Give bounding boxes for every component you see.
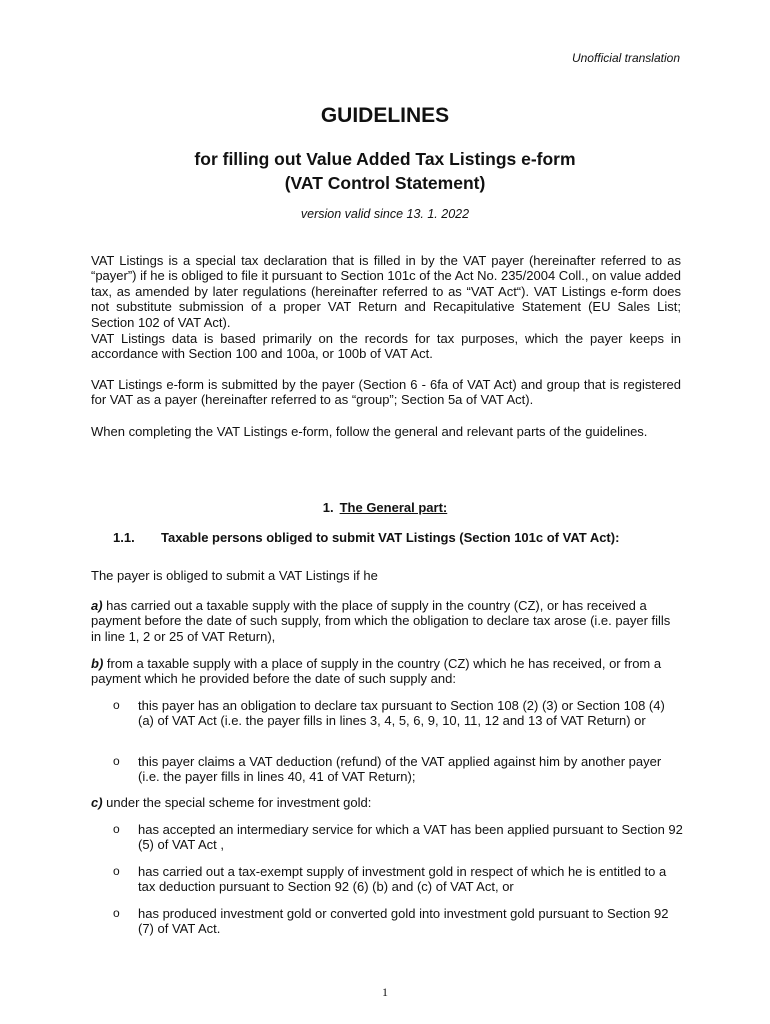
- condition-a-label: a): [91, 598, 103, 613]
- intro-paragraph-4: When completing the VAT Listings e-form, follow the general and relevant parts of the guidelines.: [91, 424, 648, 439]
- condition-c-text: under the special scheme for investment gold:: [102, 795, 372, 810]
- document-subtitle: [0, 147, 770, 195]
- intro-paragraph-3: VAT Listings e-form is submitted by the payer (Section 6 - 6fa of VAT Act) and group that is registered for VAT as a payer (hereinafter referred to as “group”; Section 5a of VAT Act).: [91, 377, 681, 408]
- condition-b: [91, 656, 681, 687]
- body-lead: The payer is obliged to submit a VAT Listings if he: [91, 568, 378, 583]
- subsection-heading-taxable-persons: [113, 530, 619, 545]
- version-note: version valid since 13. 1. 2022: [300, 207, 470, 221]
- list-item-text: has produced investment gold or converted gold into investment gold pursuant to Section 92 (7) of VAT Act.: [138, 906, 669, 937]
- page-number: 1: [382, 985, 388, 999]
- list-item-text: has accepted an intermediary service for which a VAT has been applied pursuant to Section 92 (5) of VAT Act ,: [138, 822, 683, 853]
- condition-b-label: b): [91, 656, 104, 671]
- condition-a: [91, 598, 681, 644]
- list-item-text: this payer has an obligation to declare tax pursuant to Section 108 (2) (3) or Section 108 (4) (a) of VAT Act (i.e. the payer fills in lines 3, 4, 5, 6, 9, 10, 11, 12 and 13 of VAT Return) or: [138, 698, 665, 729]
- unofficial-translation-note: Unofficial translation: [571, 51, 680, 65]
- intro-paragraph-2: VAT Listings data is based primarily on the records for tax purposes, which the payer keeps in accordance with Section 100 and 100a, or 100b of VAT Act.: [91, 331, 681, 362]
- section-label: The General part:: [339, 500, 448, 515]
- subtitle-line-2: (VAT Control Statement): [284, 173, 486, 193]
- bullet-icon: o: [113, 864, 120, 878]
- bullet-icon: o: [113, 754, 120, 768]
- section-heading-general: [0, 500, 770, 515]
- document-title: GUIDELINES: [320, 104, 450, 127]
- condition-c-label: c): [91, 795, 103, 810]
- subtitle-line-1: for filling out Value Added Tax Listings e-form: [194, 149, 576, 169]
- list-item-text: has carried out a tax-exempt supply of investment gold in respect of which he is entitled to a tax deduction pursuant to Section 92 (6) (b) and (c) of VAT Act, or: [138, 864, 667, 895]
- bullet-icon: o: [113, 822, 120, 836]
- condition-b-text: from a taxable supply with a place of supply in the country (CZ) which he has received, or from a payment which he provided before the date of such supply and:: [91, 656, 662, 687]
- list-item-text: this payer claims a VAT deduction (refund) of the VAT applied against him by another payer (i.e. the payer fills in lines 40, 41 of VAT Return);: [138, 754, 662, 785]
- condition-a-text: has carried out a taxable supply with the place of supply in the country (CZ), or has received a payment before the date of such supply, from which the obligation to declare tax arose (i.e. payer fills in line 1, 2 or 25 of VAT Return),: [91, 598, 671, 644]
- condition-c: [91, 795, 681, 810]
- bullet-icon: o: [113, 698, 120, 712]
- subsection-label: Taxable persons obliged to submit VAT Listings (Section 101c of VAT Act):: [161, 530, 620, 545]
- subsection-number: 1.1.: [113, 530, 135, 545]
- intro-paragraph-1: VAT Listings is a special tax declaration that is filled in by the VAT payer (hereinafter referred to as “payer”) if he is obliged to file it pursuant to Section 101c of the Act No. 235/2004 Coll., on value added tax, as amended by later regulations (hereinafter referred to as “VAT Act“). VAT Listings e-form does not substitute submission of a proper VAT Return and Recapitulative Statement (EU Sales List; Section 102 of VAT Act).: [91, 253, 681, 330]
- bullet-icon: o: [113, 906, 120, 920]
- section-number: 1.: [322, 500, 334, 515]
